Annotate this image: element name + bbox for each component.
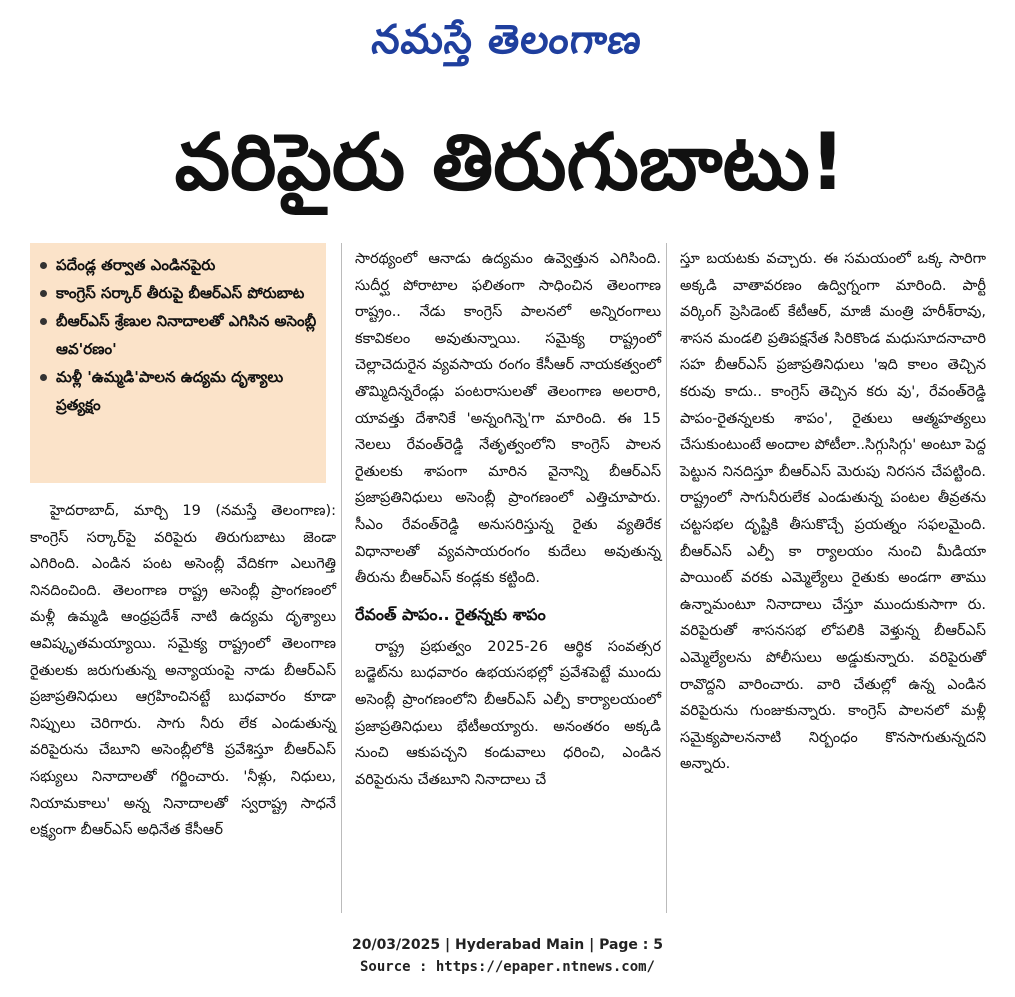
highlight-item: కాంగ్రెస్ సర్కార్ తీరుపై బీఆర్ఎస్ పోరుబాట <box>40 279 318 307</box>
column-divider <box>666 243 667 913</box>
article-paragraph: స్తూ బయటకు వచ్చారు. ఈ సమయంలో ఒక్క సారిగా అక్కడి వాతావరణం ఉద్విగ్నంగా మారింది. పార్టీ వర్కింగ్ ప్రెసిడెంట్ కేటీఆర్, మాజీ మంత్రి హరీశ్‌రావు, శాసన మండలి ప్రతిపక్షనేత సిరికొండ మధుసూదనాచారి సహ బీఆర్ఎస్ ప్రజాప్రతినిధులు 'ఇది కాలం తెచ్చిన కరువు కాదు.. కాంగ్రెస్ తెచ్చిన కరు వు', రేవంత్‌రెడ్డి పాపం-రైతన్నలకు శాపం', రైతులు ఆత్మహత్యలు చేసుకుంటుంటే అందాల పోటీలా..సిగ్గుసిగ్గు' అంటూ పెద్ద పెట్టున నినదిస్తూ బీఆర్ఎస్ మెరుపు నిరసన చేపట్టింది. రాష్ట్రంలో సాగునీరులేక ఎండుతున్న పంటల తీవ్రతను చట్టసభల దృష్టికి తీసుకొచ్చే ప్రయత్నం సఫలమైంది. బీఆర్ఎస్ ఎల్పీ కా ర్యాలయం నుంచి మీడియా పాయింట్ వరకు ఎమ్మెల్యేలు రైతుకు అండగా తాము ఉన్నామంటూ నినాదాలు చేస్తూ ముందుకుసాగా రు. వరిపైరుతో శాసనసభ లోపలికి వెళ్తున్న బీఆర్ఎస్ ఎమ్మెల్యేలను పోలీసులు అడ్డుకున్నారు. వరిపైరుతో రావొద్దని వారించారు. వారి చేతుల్లో ఉన్న ఎండిన వరిపైరును గుంజుకున్నారు. కాంగ్రెస్ పాలనలో మళ్లీ సమైక్యపాలననాటి నిర్బంధం కొనసాగుతున్నదని అన్నారు. <box>680 251 986 773</box>
highlight-item: బీఆర్ఎస్ శ్రేణుల నినాదాలతో ఎగిసిన అసెంబ్లీ ఆవ'రణం' <box>40 307 318 363</box>
masthead-logo <box>0 8 1015 72</box>
article-paragraph: రాష్ట్ర ప్రభుత్వం 2025-26 ఆర్థిక సంవత్సర బడ్జెట్‌ను బుధవారం ఉభయసభల్లో ప్రవేశపెట్టే ముందు అసెంబ్లీ ప్రాంగణంలోని బీఆర్ఎస్ ఎల్పీ కార్యాలయంలో ప్రజాప్రతినిధులు భేటీఅయ్యారు. అనంతరం అక్కడి నుంచి ఆకుపచ్చని కండువాలు ధరించి, ఎండిన వరిపైరును చేతబూని నినాదాలు చే <box>355 638 661 788</box>
article-column-2 <box>355 246 661 799</box>
bullet-icon <box>40 374 47 381</box>
column-divider <box>341 243 342 913</box>
footer-source-link[interactable]: Source : https://epaper.ntnews.com/ <box>359 959 655 975</box>
article-column-1 <box>30 498 336 850</box>
page-footer <box>0 934 1015 978</box>
article-subheading: రేవంత్ పాపం.. రైతన్నకు శాపం <box>355 604 546 624</box>
highlight-item: పదేండ్ల తర్వాత ఎండినపైరు <box>40 251 318 279</box>
highlights-list <box>40 251 318 419</box>
article-paragraph: హైదరాబాద్, మార్చి 19 (నమస్తే తెలంగాణ): కాంగ్రెస్ సర్కార్‌పై వరిపైరు తిరుగుబాటు జెండా ఎగిరింది. ఎండిన పంట అసెంబ్లీ వేదికగా ఎలుగెత్తి నినదించింది. తెలంగాణ రాష్ట్ర అసెంబ్లీ ప్రాంగణంలో మళ్లీ ఉమ్మడి ఆంధ్రప్రదేశ్ నాటి ఉద్యమ దృశ్యాలు ఆవిష్కృతమయ్యాయి. సమైక్య రాష్ట్రంలో తెలంగాణ రైతులకు జరుగుతున్న అన్యాయంపై నాడు బీఆర్ఎస్ ప్రజాప్రతినిధులు ఆగ్రహించినట్టే బుధవారం కూడా నిప్పులు చెరిగారు. సాగు నీరు లేక ఎండుతున్న వరిపైరును చేబూని అసెంబ్లీలోకి ప్రవేశిస్తూ బీఆర్ఎస్ సభ్యులు నినాదాలతో గర్జించారు. 'నీళ్లు, నిధులు, నియామకాలు' అన్న నినాదాలతో స్వరాష్ట్ర సాధనే లక్ష్యంగా బీఆర్ఎస్ అధినేత కేసీఆర్ <box>30 503 336 839</box>
bullet-icon <box>40 262 47 269</box>
bullet-icon <box>40 290 47 297</box>
headline: వరిపైరు తిరుగుబాటు! <box>174 118 846 208</box>
article-column-3 <box>680 246 986 784</box>
bullet-icon <box>40 318 47 325</box>
highlight-item: మళ్లీ 'ఉమ్మడి'పాలన ఉద్యమ దృశ్యాలు ప్రత్యక్షం <box>40 363 318 419</box>
masthead-title: నమస్తే తెలంగాణ <box>370 17 645 63</box>
footer-dateline: 20/03/2025 | Hyderabad Main | Page : 5 <box>351 937 664 953</box>
article-paragraph: సారథ్యంలో ఆనాడు ఉద్యమం ఉవ్వెత్తున ఎగిసింది. సుదీర్ఘ పోరాటాల ఫలితంగా సాధించిన తెలంగాణ రాష్ట్రం.. నేడు కాంగ్రెస్ పాలనలో అన్నిరంగాలు కకావికలం అవుతున్నాయి. సమైక్య రాష్ట్రంలో చెల్లాచెదురైన వ్యవసాయ రంగం కేసీఆర్ నాయకత్వంలో తొమ్మిదిన్నరేండ్లు పంటరాసులతో తెలంగాణ అలరారి, యావత్తు దేశానికే 'అన్నంగిన్నె'గా మారింది. ఈ 15 నెలలు రేవంత్‌రెడ్డి నేతృత్వంలోని కాంగ్రెస్ పాలన రైతులకు శాపంగా మారిన వైనాన్ని బీఆర్ఎస్ ప్రజాప్రతినిధులు అసెంబ్లీ ప్రాంగణంలో ఎత్తిచూపారు. సీఎం రేవంత్‌రెడ్డి అనుసరిస్తున్న రైతు వ్యతిరేక విధానాలతో వ్యవసాయరంగం కుదేలు అవుతున్న తీరును బీఆర్ఎస్ కండ్లకు కట్టింది. <box>355 251 661 587</box>
highlights-box <box>30 243 326 483</box>
